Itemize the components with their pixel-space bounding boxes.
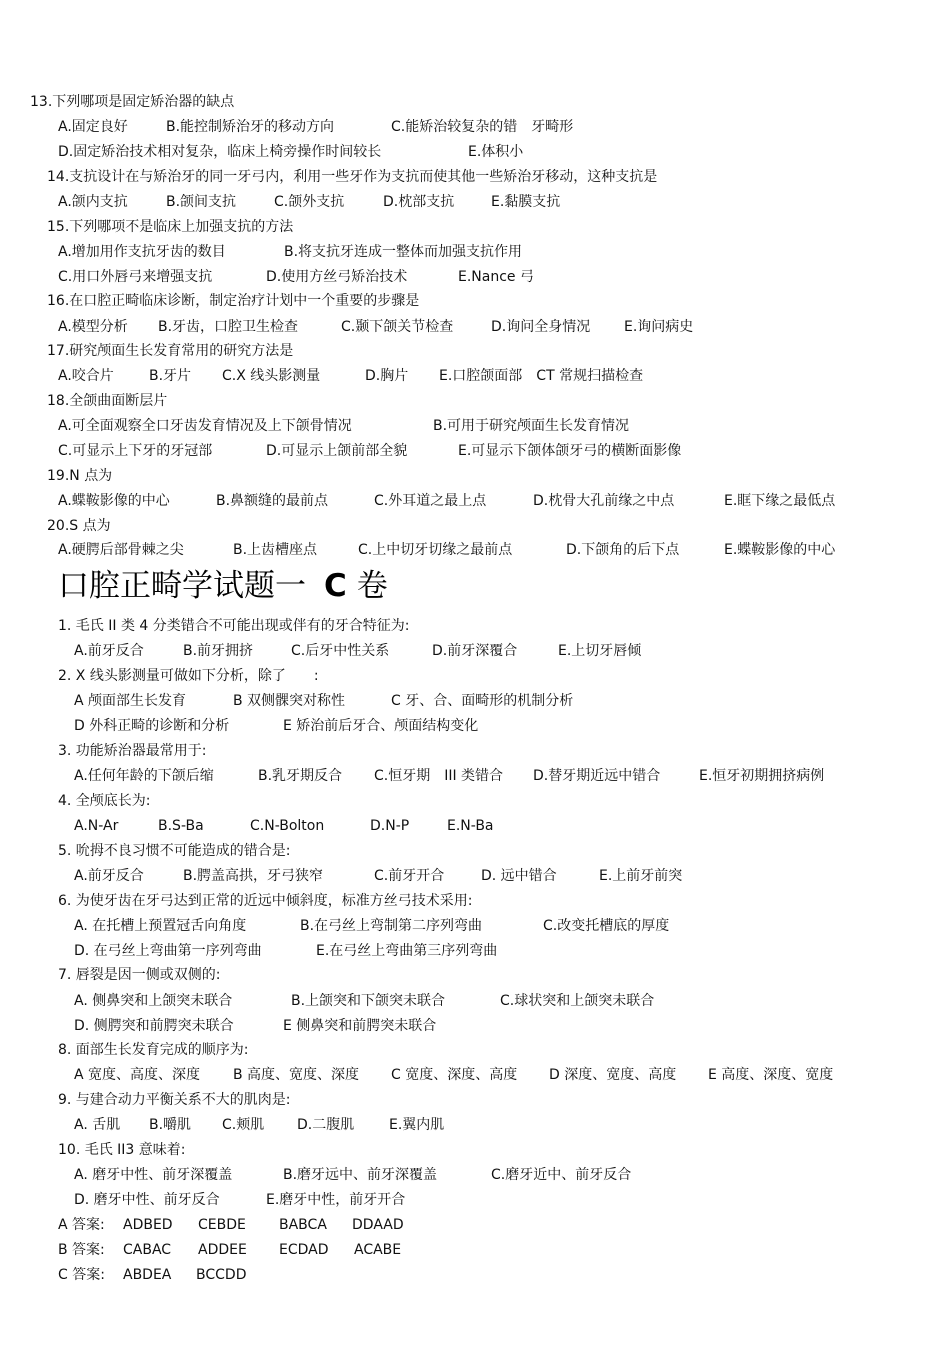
q16-option-c: C.颞下颌关节检查: [341, 319, 454, 335]
q15-option-e: E.Nance 弓: [458, 269, 534, 285]
question-16-stem: 16.在口腔正畸临床诊断，制定治疗计划中一个重要的步骤是: [47, 293, 420, 309]
c9-option-a: A. 舌肌: [74, 1117, 121, 1133]
c9-option-e: E.翼内肌: [389, 1117, 445, 1133]
q20-option-d: D.下颌角的后下点: [566, 542, 680, 558]
c3-option-a: A.任何年龄的下颌后缩: [74, 768, 214, 784]
q19-option-c: C.外耳道之最上点: [374, 493, 487, 509]
c4-option-a: A.N-Ar: [74, 818, 119, 834]
q16-option-e: E.询问病史: [624, 319, 694, 335]
c6-option-d: D. 在弓丝上弯曲第一序列弯曲: [74, 943, 262, 959]
answer-a-group-2: CEBDE: [198, 1217, 246, 1233]
c2-option-a: A 颅面部生长发育: [74, 693, 187, 709]
c3-option-d: D.替牙期近远中错合: [533, 768, 661, 784]
q16-option-d: D.询问全身情况: [491, 319, 591, 335]
answer-b-group-4: ACABE: [354, 1242, 402, 1258]
q13-option-a: A.固定良好: [58, 119, 128, 135]
section-title: [58, 566, 388, 606]
question-c10-stem: 10. 毛氏 II3 意味着:: [58, 1142, 186, 1158]
c9-option-c: C.颊肌: [222, 1117, 265, 1133]
section-title-letter: C: [324, 568, 347, 604]
c5-option-d: D. 远中错合: [481, 868, 557, 884]
c8-option-a: A 宽度、高度、深度: [74, 1067, 201, 1083]
question-c9-stem: 9. 与建合动力平衡关系不大的肌肉是:: [58, 1092, 291, 1108]
c6-option-b: B.在弓丝上弯制第二序列弯曲: [300, 918, 483, 934]
c3-option-e: E.恒牙初期拥挤病例: [699, 768, 825, 784]
q17-option-d: D.胸片: [365, 368, 409, 384]
q18-option-d: D.可显示上颌前部全貌: [266, 443, 408, 459]
question-18-stem: 18.全颌曲面断层片: [47, 393, 168, 409]
question-c5-stem: 5. 吮拇不良习惯不可能造成的错合是:: [58, 843, 291, 859]
answer-a-group-3: BABCA: [279, 1217, 327, 1233]
q19-option-d: D.枕骨大孔前缘之中点: [533, 493, 675, 509]
question-14-stem: 14.支抗设计在与矫治牙的同一牙弓内，利用一些牙作为支抗而使其他一些矫治牙移动，这种支抗是: [47, 169, 658, 185]
question-17-stem: 17.研究颅面生长发育常用的研究方法是: [47, 343, 294, 359]
q13-option-c: C.能矫治较复杂的错 牙畸形: [391, 119, 574, 135]
question-20-stem: 20.S 点为: [47, 518, 111, 534]
c10-option-a: A. 磨牙中性、前牙深覆盖: [74, 1167, 233, 1183]
answer-c-group-1: ABDEA: [123, 1267, 172, 1283]
question-15-stem: 15.下列哪项不是临床上加强支抗的方法: [47, 219, 294, 235]
q17-option-a: A.咬合片: [58, 368, 114, 384]
answer-a-group-1: ADBED: [123, 1217, 173, 1233]
q14-option-b: B.颌间支抗: [166, 194, 237, 210]
c6-option-a: A. 在托槽上预置冠舌向角度: [74, 918, 247, 934]
q19-option-e: E.眶下缘之最低点: [724, 493, 836, 509]
section-title-main: 口腔正畸学试题一: [58, 568, 306, 604]
question-c6-stem: 6. 为使牙齿在牙弓达到正常的近远中倾斜度，标准方丝弓技术采用:: [58, 893, 473, 909]
c9-option-b: B.嚼肌: [149, 1117, 192, 1133]
q18-option-b: B.可用于研究颅面生长发育情况: [433, 418, 630, 434]
q16-option-a: A.模型分析: [58, 319, 128, 335]
q15-option-d: D.使用方丝弓矫治技术: [266, 269, 408, 285]
c4-option-e: E.N-Ba: [447, 818, 494, 834]
answer-c-group-2: BCCDD: [196, 1267, 247, 1283]
c4-option-c: C.N-Bolton: [250, 818, 325, 834]
q20-option-b: B.上齿槽座点: [233, 542, 318, 558]
q16-option-b: B.牙齿，口腔卫生检查: [158, 319, 299, 335]
c10-option-d: D. 磨牙中性、前牙反合: [74, 1192, 220, 1208]
q13-option-e: E.体积小: [468, 144, 524, 160]
c1-option-b: B.前牙拥挤: [183, 643, 254, 659]
c8-option-d: D 深度、宽度、高度: [549, 1067, 677, 1083]
q18-option-c: C.可显示上下牙的牙冠部: [58, 443, 213, 459]
question-c1-stem: 1. 毛氏 II 类 4 分类错合不可能出现或伴有的牙合特征为:: [58, 618, 410, 634]
q17-option-c: C.X 线头影测量: [222, 368, 321, 384]
q15-option-a: A.增加用作支抗牙齿的数目: [58, 244, 226, 260]
answer-b-group-1: CABAC: [123, 1242, 172, 1258]
c7-option-b: B.上颌突和下颌突未联合: [291, 993, 446, 1009]
question-c2-stem: 2. X 线头影测量可做如下分析，除了 :: [58, 668, 319, 684]
q17-option-e: E.口腔颌面部 CT 常规扫描检查: [439, 368, 644, 384]
question-c8-stem: 8. 面部生长发育完成的顺序为:: [58, 1042, 249, 1058]
q14-option-a: A.颌内支抗: [58, 194, 128, 210]
q13-option-b: B.能控制矫治牙的移动方向: [166, 119, 335, 135]
c2-option-d: D 外科正畸的诊断和分析: [74, 718, 230, 734]
c2-option-b: B 双侧髁突对称性: [233, 693, 346, 709]
q20-option-e: E.蝶鞍影像的中心: [724, 542, 836, 558]
q17-option-b: B.牙片: [149, 368, 192, 384]
answer-b-group-3: ECDAD: [279, 1242, 329, 1258]
c7-option-a: A. 侧鼻突和上颌突未联合: [74, 993, 233, 1009]
c10-option-e: E.磨牙中性，前牙开合: [266, 1192, 406, 1208]
answer-b-group-2: ADDEE: [198, 1242, 247, 1258]
answer-c-label: C 答案:: [58, 1267, 105, 1283]
q20-option-c: C.上中切牙切缘之最前点: [358, 542, 513, 558]
q18-option-a: A.可全面观察全口牙齿发育情况及上下颌骨情况: [58, 418, 352, 434]
c2-option-e: E 矫治前后牙合、颅面结构变化: [283, 718, 479, 734]
q14-option-c: C.颌外支抗: [274, 194, 345, 210]
c6-option-c: C.改变托槽底的厚度: [543, 918, 670, 934]
c6-option-e: E.在弓丝上弯曲第三序列弯曲: [316, 943, 498, 959]
q13-option-d: D.固定矫治技术相对复杂，临床上椅旁操作时间较长: [58, 144, 382, 160]
c10-option-c: C.磨牙近中、前牙反合: [491, 1167, 632, 1183]
c1-option-c: C.后牙中性关系: [291, 643, 390, 659]
q15-option-c: C.用口外唇弓来增强支抗: [58, 269, 213, 285]
answer-b-label: B 答案:: [58, 1242, 105, 1258]
q19-option-a: A.蝶鞍影像的中心: [58, 493, 170, 509]
c5-option-e: E.上前牙前突: [599, 868, 683, 884]
c1-option-a: A.前牙反合: [74, 643, 144, 659]
c5-option-a: A.前牙反合: [74, 868, 144, 884]
c7-option-e: E 侧鼻突和前腭突未联合: [283, 1018, 437, 1034]
c5-option-c: C.前牙开合: [374, 868, 445, 884]
c8-option-e: E 高度、深度、宽度: [708, 1067, 834, 1083]
c4-option-b: B.S-Ba: [158, 818, 204, 834]
section-title-suffix: 卷: [356, 568, 388, 604]
q18-option-e: E.可显示下颌体颌牙弓的横断面影像: [458, 443, 682, 459]
q14-option-e: E.黏膜支抗: [491, 194, 561, 210]
c7-option-d: D. 侧腭突和前腭突未联合: [74, 1018, 234, 1034]
c10-option-b: B.磨牙远中、前牙深覆盖: [283, 1167, 438, 1183]
question-13-stem: 13.下列哪项是固定矫治器的缺点: [30, 94, 235, 110]
question-19-stem: 19.N 点为: [47, 468, 113, 484]
c8-option-b: B 高度、宽度、深度: [233, 1067, 360, 1083]
c3-option-b: B.乳牙期反合: [258, 768, 343, 784]
question-c7-stem: 7. 唇裂是因一侧或双侧的:: [58, 967, 221, 983]
answer-a-label: A 答案:: [58, 1217, 105, 1233]
c3-option-c: C.恒牙期 III 类错合: [374, 768, 504, 784]
c1-option-d: D.前牙深覆合: [432, 643, 518, 659]
answer-a-group-4: DDAAD: [352, 1217, 404, 1233]
c4-option-d: D.N-P: [370, 818, 410, 834]
question-c4-stem: 4. 全颅底长为:: [58, 793, 151, 809]
q20-option-a: A.硬腭后部骨棘之尖: [58, 542, 184, 558]
c1-option-e: E.上切牙唇倾: [558, 643, 642, 659]
c7-option-c: C.球状突和上颌突未联合: [500, 993, 655, 1009]
c9-option-d: D.二腹肌: [297, 1117, 355, 1133]
c5-option-b: B.腭盖高拱，牙弓狭窄: [183, 868, 324, 884]
question-c3-stem: 3. 功能矫治器最常用于:: [58, 743, 207, 759]
c2-option-c: C 牙、合、面畸形的机制分析: [391, 693, 574, 709]
q14-option-d: D.枕部支抗: [383, 194, 455, 210]
q15-option-b: B.将支抗牙连成一整体而加强支抗作用: [284, 244, 523, 260]
c8-option-c: C 宽度、深度、高度: [391, 1067, 518, 1083]
q19-option-b: B.鼻额缝的最前点: [216, 493, 329, 509]
